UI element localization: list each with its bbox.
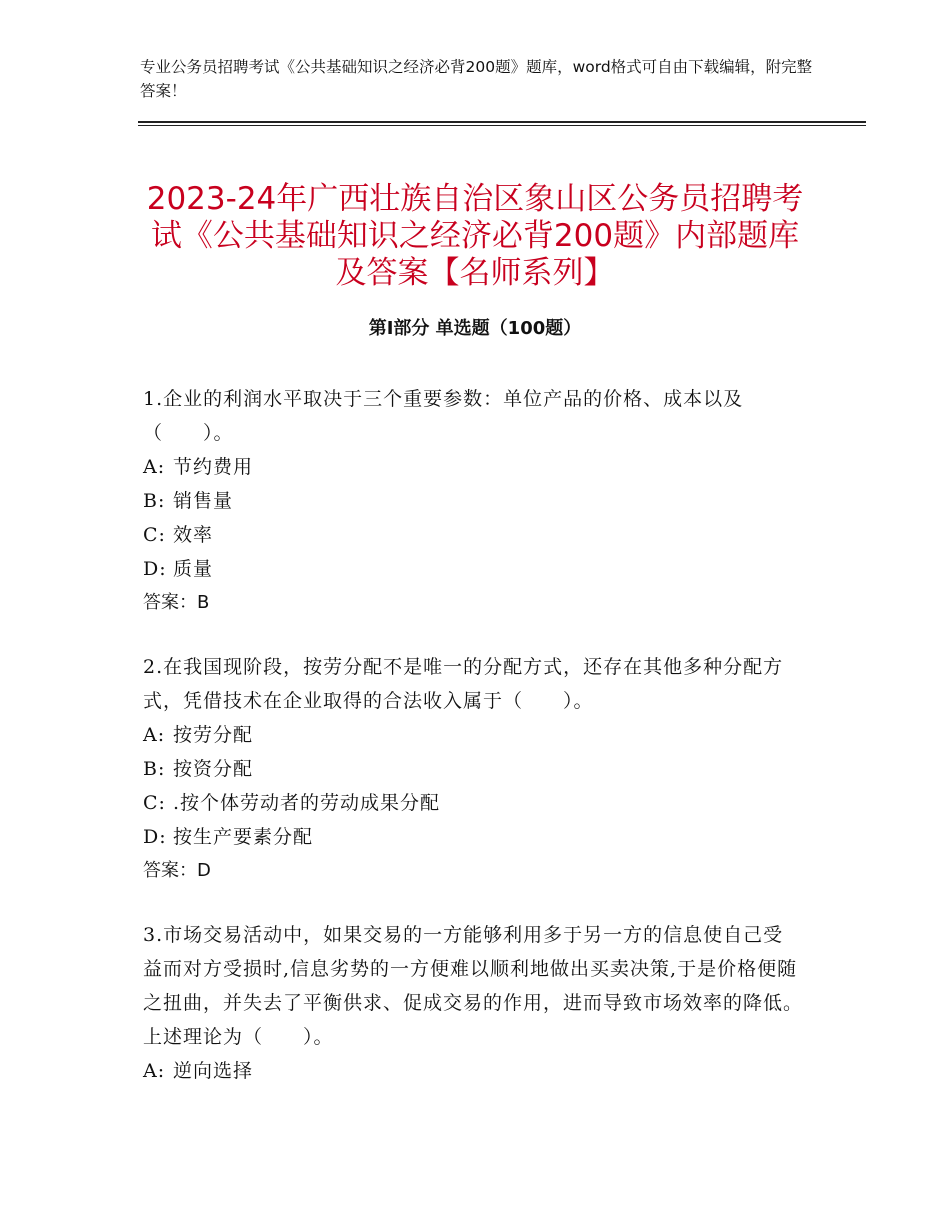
option-text: 销售量 — [173, 490, 234, 512]
question-stem: 3.市场交易活动中，如果交易的一方能够利用多于另一方的信息使自己受益而对方受损时,信息劣势的一方便难以顺利地做出买卖决策,于是价格便随之扭曲，并失去了平衡供求、促成交易的作用，进而导致市场效率的降低。上述理论为（ ）。 — [143, 924, 804, 1048]
option-text: 按资分配 — [173, 758, 254, 780]
option-a — [143, 1054, 803, 1088]
option-text: .按个体劳动者的劳动成果分配 — [173, 792, 441, 814]
option-d — [143, 552, 803, 586]
question-1 — [143, 382, 803, 620]
header-divider-thin — [138, 125, 866, 126]
document-title: 2023-24年广西壮族自治区象山区公务员招聘考试《公共基础知识之经济必背200题》内部题库及答案【名师系列】 — [146, 180, 804, 291]
option-key: C: — [143, 524, 166, 546]
option-key: A: — [143, 724, 166, 746]
section-heading: 第Ⅰ部分 单选题（100题） — [368, 318, 582, 339]
answer-label: 答案：B — [143, 592, 210, 613]
option-b — [143, 484, 803, 518]
option-key: A: — [143, 1060, 166, 1082]
option-key: D: — [143, 826, 167, 848]
question-2 — [143, 650, 803, 888]
question-stem: 1.企业的利润水平取决于三个重要参数：单位产品的价格、成本以及（ ）。 — [143, 388, 744, 444]
option-b — [143, 752, 803, 786]
option-c — [143, 786, 803, 820]
answer-label: 答案：D — [143, 860, 211, 881]
option-key: B: — [143, 490, 166, 512]
option-a — [143, 718, 803, 752]
option-key: D: — [143, 558, 167, 580]
option-text: 逆向选择 — [173, 1060, 254, 1082]
header-note: 专业公务员招聘考试《公共基础知识之经济必背200题》题库，word格式可自由下载编辑，附完整答案！ — [140, 58, 813, 100]
option-text: 效率 — [173, 524, 214, 546]
option-text: 质量 — [173, 558, 214, 580]
option-a — [143, 450, 803, 484]
option-d — [143, 820, 803, 854]
question-3 — [143, 918, 803, 1088]
option-text: 节约费用 — [173, 456, 254, 478]
question-list — [143, 382, 803, 1118]
header-divider-thick — [138, 121, 866, 123]
option-key: A: — [143, 456, 166, 478]
option-text: 按劳分配 — [173, 724, 254, 746]
option-key: B: — [143, 758, 166, 780]
option-text: 按生产要素分配 — [173, 826, 314, 848]
option-key: C: — [143, 792, 166, 814]
option-c — [143, 518, 803, 552]
question-stem: 2.在我国现阶段，按劳分配不是唯一的分配方式，还存在其他多种分配方式，凭借技术在企业取得的合法收入属于（ ）。 — [143, 656, 784, 712]
